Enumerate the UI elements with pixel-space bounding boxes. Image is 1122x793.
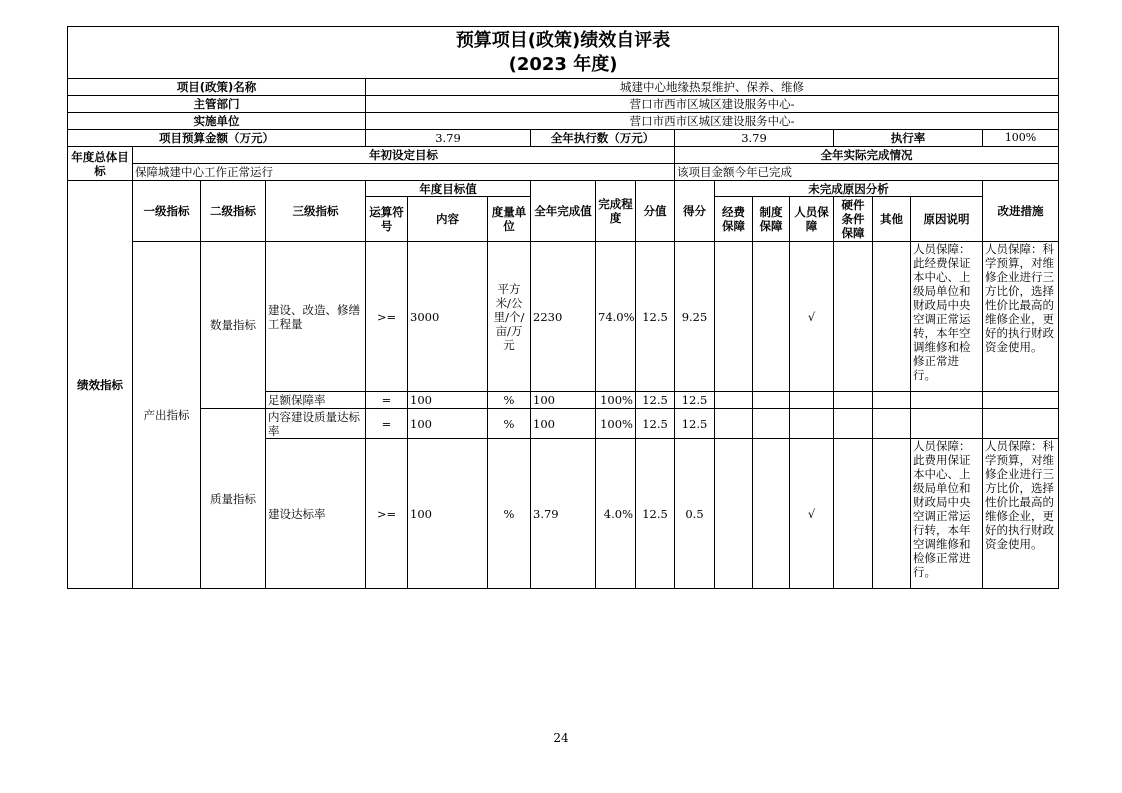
row-3-level3: 内容建设质量达标率 [266, 409, 366, 439]
initial-goal-value: 保障城建中心工作正常运行 [133, 164, 675, 181]
level2-header: 二级指标 [201, 181, 266, 242]
row-2-content: 100 [408, 392, 488, 409]
execution-rate-value: 100% [983, 130, 1059, 147]
row-1-system [753, 242, 790, 392]
row-4-improvement: 人员保障：科学预算，对维修企业进行三方比价，选择性价比最高的维修企业，更好的执行财政资金使用。 [983, 439, 1059, 589]
row-4-other [873, 439, 911, 589]
row-2-improvement [983, 392, 1059, 409]
row-4-reason: 人员保障：此费用保证本中心、上级局单位和财政局中央空调正常运行转，本年空调维修和检修正常进行。 [911, 439, 983, 589]
execution-rate-label: 执行率 [834, 130, 983, 147]
row-2-funding [715, 392, 753, 409]
level2-quantity: 数量指标 [201, 242, 266, 409]
score-header: 得分 [675, 181, 715, 242]
performance-indicator-label: 绩效指标 [68, 181, 133, 589]
level1-header: 一级指标 [133, 181, 201, 242]
row-1-score: 9.25 [675, 242, 715, 392]
row-2-system [753, 392, 790, 409]
incomplete-analysis-header: 未完成原因分析 [715, 181, 983, 197]
row-1-funding [715, 242, 753, 392]
row-4-score: 0.5 [675, 439, 715, 589]
row-2-score: 12.5 [675, 392, 715, 409]
implementer-label: 实施单位 [68, 113, 366, 130]
row-1-degree: 74.0% [596, 242, 636, 392]
row-1-value: 12.5 [636, 242, 675, 392]
project-name-value: 城建中心地缘热泵维护、保养、维修 [366, 79, 1059, 96]
content-header: 内容 [408, 197, 488, 242]
annual-goal-row-label: 年度总体目标 [68, 147, 133, 181]
row-1-improvement: 人员保障：科学预算，对维修企业进行三方比价，选择性价比最高的维修企业，更好的执行财政资金使用。 [983, 242, 1059, 392]
row-3-other [873, 409, 911, 439]
row-2-other [873, 392, 911, 409]
row-4-degree: 4.0% [596, 439, 636, 589]
annual-target-header: 年度目标值 [366, 181, 531, 197]
level3-header: 三级指标 [266, 181, 366, 242]
row-4-content: 100 [408, 439, 488, 589]
row-1-other [873, 242, 911, 392]
row-1-reason: 人员保障：此经费保证本中心、上级局单位和财政局中央空调正常运转，本年空调维修和检修正常进行。 [911, 242, 983, 392]
funding-header: 经费保障 [715, 197, 753, 242]
row-2-operator: = [366, 392, 408, 409]
score-value-header: 分值 [636, 181, 675, 242]
project-name-label: 项目(政策)名称 [68, 79, 366, 96]
row-1-level3: 建设、改造、修缮工程量 [266, 242, 366, 392]
department-value: 营口市西市区城区建设服务中心- [366, 96, 1059, 113]
budget-amount-label: 项目预算金额（万元） [68, 130, 366, 147]
row-3-completed: 100 [531, 409, 596, 439]
row-1-hardware [834, 242, 873, 392]
row-3-score: 12.5 [675, 409, 715, 439]
personnel-header: 人员保障 [790, 197, 834, 242]
row-4-level3: 建设达标率 [266, 439, 366, 589]
operator-header: 运算符号 [366, 197, 408, 242]
title-cell [68, 27, 1059, 79]
row-3-operator: = [366, 409, 408, 439]
other-header: 其他 [873, 197, 911, 242]
row-3-reason [911, 409, 983, 439]
row-1-operator: >= [366, 242, 408, 392]
level2-quality: 质量指标 [201, 409, 266, 589]
row-2-unit: % [488, 392, 531, 409]
initial-goal-header: 年初设定目标 [133, 147, 675, 164]
row-4-system [753, 439, 790, 589]
level1-output: 产出指标 [133, 242, 201, 589]
page-title: 预算项目(政策)绩效自评表 [455, 29, 671, 51]
row-1-personnel: √ [790, 242, 834, 392]
row-3-improvement [983, 409, 1059, 439]
row-1-completed: 2230 [531, 242, 596, 392]
row-3-degree: 100% [596, 409, 636, 439]
actual-completion-header: 全年实际完成情况 [675, 147, 1059, 164]
system-header: 制度保障 [753, 197, 790, 242]
hardware-header: 硬件条件保障 [834, 197, 873, 242]
row-3-unit: % [488, 409, 531, 439]
row-3-funding [715, 409, 753, 439]
improvement-header: 改进措施 [983, 181, 1059, 242]
annual-completed-header: 全年完成值 [531, 181, 596, 242]
row-4-unit: % [488, 439, 531, 589]
completion-degree-header: 完成程度 [596, 181, 636, 242]
row-3-value: 12.5 [636, 409, 675, 439]
row-1-unit: 平方米/公里/个/亩/万元 [488, 242, 531, 392]
row-4-value: 12.5 [636, 439, 675, 589]
implementer-value: 营口市西市区城区建设服务中心- [366, 113, 1059, 130]
annual-execution-value: 3.79 [675, 130, 834, 147]
row-3-content: 100 [408, 409, 488, 439]
row-4-personnel: √ [790, 439, 834, 589]
budget-amount-value: 3.79 [366, 130, 531, 147]
row-2-personnel [790, 392, 834, 409]
row-4-hardware [834, 439, 873, 589]
row-2-degree: 100% [596, 392, 636, 409]
row-2-value: 12.5 [636, 392, 675, 409]
row-4-funding [715, 439, 753, 589]
row-1-content: 3000 [408, 242, 488, 392]
row-3-hardware [834, 409, 873, 439]
row-2-completed: 100 [531, 392, 596, 409]
row-4-completed: 3.79 [531, 439, 596, 589]
unit-header: 度量单位 [488, 197, 531, 242]
row-4-operator: >= [366, 439, 408, 589]
performance-self-evaluation-table [67, 26, 1059, 589]
reason-header: 原因说明 [911, 197, 983, 242]
actual-completion-value: 该项目金额今年已完成 [675, 164, 1059, 181]
page-number: 24 [553, 731, 569, 745]
annual-execution-label: 全年执行数（万元） [531, 130, 675, 147]
row-2-reason [911, 392, 983, 409]
department-label: 主管部门 [68, 96, 366, 113]
page-year: (2023 年度) [508, 53, 618, 75]
row-2-hardware [834, 392, 873, 409]
row-3-system [753, 409, 790, 439]
row-2-level3: 足额保障率 [266, 392, 366, 409]
row-3-personnel [790, 409, 834, 439]
